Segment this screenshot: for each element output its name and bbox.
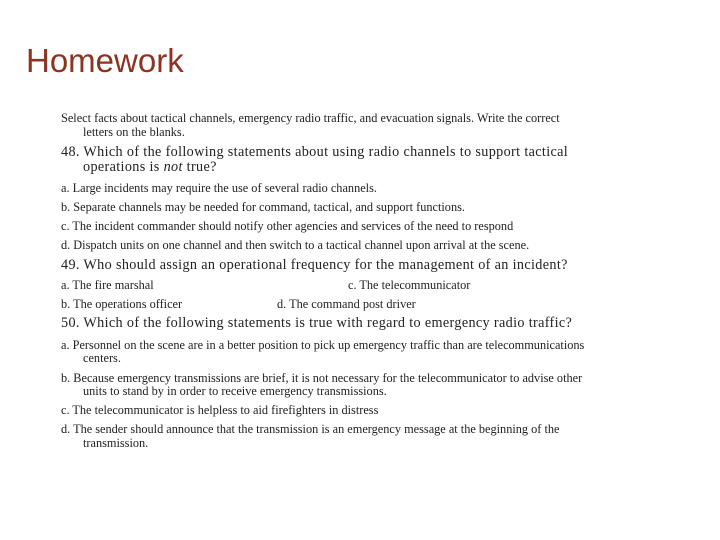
question-49: 49. Who should assign an operational frequency for the management of an incident? <box>61 257 568 273</box>
q50-option-a-cont: centers. <box>83 351 121 365</box>
q49-option-c: c. The telecommunicator <box>348 278 471 292</box>
q49-option-b: b. The operations officer <box>61 297 183 311</box>
q50-option-d: d. The sender should announce that the transmission is an emergency message at the beginning of the <box>61 422 560 436</box>
instructions-line-1: Select facts about tactical channels, emergency radio traffic, and evacuation signals. Write the correct <box>61 111 560 125</box>
q48-emphasis: not <box>163 159 183 175</box>
page-title: Homework <box>26 42 184 79</box>
q48-text-end: true? <box>182 159 217 175</box>
question-48-cont <box>83 160 217 175</box>
question-50: 50. Which of the following statements is true with regard to emergency radio traffic? <box>61 315 573 331</box>
q48-option-a: a. Large incidents may require the use of several radio channels. <box>61 181 377 195</box>
question-48: 48. Which of the following statements about using radio channels to support tactical <box>61 144 569 160</box>
q50-option-b: b. Because emergency transmissions are brief, it is not necessary for the telecommunicator to advise other <box>61 371 583 385</box>
q49-option-d: d. The command post driver <box>277 297 416 311</box>
q48-text: operations is <box>83 159 164 175</box>
instructions-line-2: letters on the blanks. <box>83 125 185 139</box>
q50-option-c: c. The telecommunicator is helpless to aid firefighters in distress <box>61 403 379 417</box>
q50-option-a: a. Personnel on the scene are in a better position to pick up emergency traffic than are telecommunications <box>61 338 585 352</box>
q50-option-b-cont: units to stand by in order to receive emergency transmissions. <box>83 384 387 398</box>
q49-option-a: a. The fire marshal <box>61 278 154 292</box>
q48-option-d: d. Dispatch units on one channel and then switch to a tactical channel upon arrival at the scene. <box>61 238 530 252</box>
q48-option-b: b. Separate channels may be needed for command, tactical, and support functions. <box>61 200 465 214</box>
q50-option-d-cont: transmission. <box>83 436 149 450</box>
q48-option-c: c. The incident commander should notify other agencies and services of the need to respond <box>61 219 514 233</box>
